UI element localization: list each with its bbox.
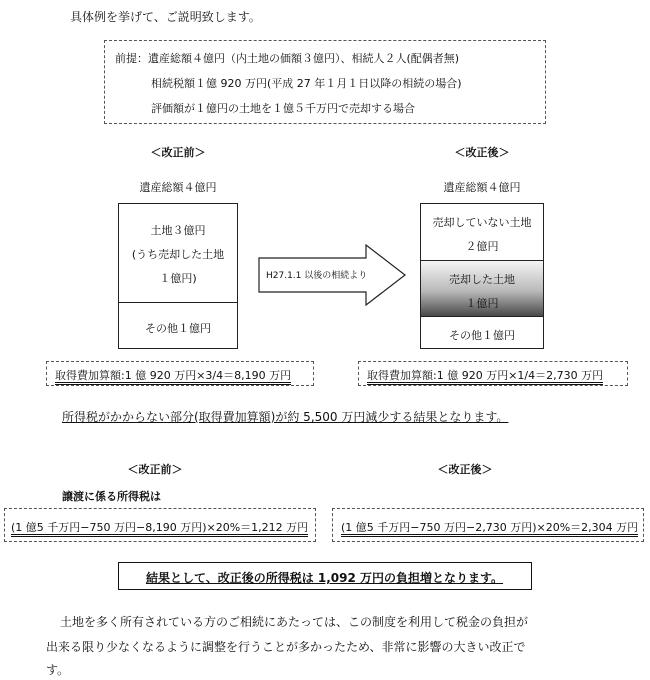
after-total: 遺産総額４億円 (443, 181, 521, 194)
after-other-cell (421, 316, 543, 349)
tax-before-formula (11, 519, 308, 535)
premise-line-3: 評価額が１億円の土地を１億５千万円で売却する場合 (151, 102, 415, 115)
premise-line-2: 相続税額１億 920 万円(平成 27 年１月１日以降の相続の場合) (151, 77, 462, 90)
after-estate-box (420, 203, 544, 349)
after-sold-cell (421, 260, 543, 316)
result-text (62, 408, 508, 425)
before-land-sub-2: １億円) (159, 272, 197, 285)
conclusion (119, 569, 530, 586)
after-formula-box (358, 361, 628, 386)
tax-after-heading: ＜改正後＞ (437, 463, 493, 476)
after-sold-label: 売却した土地 (449, 273, 515, 286)
before-land-sub-1: (うち売却した土地 (131, 248, 225, 261)
tax-label: 譲渡に係る所得税は (62, 490, 161, 503)
conclusion-box (118, 562, 532, 590)
before-formula (55, 367, 291, 383)
before-estate-box (118, 203, 238, 349)
after-formula (367, 367, 603, 383)
conclusion-text: 結果として、改正後の所得税は 1,092 万円の負担増となります。 (145, 571, 504, 585)
before-formula-text: 取得費加算額:1 億 920 万円×3/4＝8,190 万円 (55, 369, 291, 385)
before-total: 遺産総額４億円 (139, 181, 217, 194)
tax-after-formula (341, 519, 638, 535)
closing-line-1: 土地を多く所有されている方のご相続にあたっては、この制度を利用して税金の負担が (60, 615, 529, 629)
after-unsold-value: ２億円 (465, 240, 499, 253)
intro-text: 具体例を挙げて、ご説明致します。 (70, 10, 261, 24)
arrow-label: H27.1.1 以後の相続より (266, 271, 368, 281)
before-formula-box (46, 361, 314, 386)
tax-after-box (332, 508, 644, 542)
after-formula-text: 取得費加算額:1 億 920 万円×1/4＝2,730 万円 (367, 369, 603, 385)
closing-line-3: す。 (46, 663, 70, 677)
tax-before-heading: ＜改正前＞ (127, 463, 183, 476)
before-other: その他１億円 (145, 322, 211, 335)
tax-before-box (4, 508, 316, 542)
after-other: その他１億円 (449, 329, 515, 342)
before-other-cell (119, 302, 237, 349)
after-unsold-label: 売却していない土地 (432, 216, 532, 229)
after-heading: ＜改正後＞ (454, 146, 510, 159)
after-sold-value: １億円 (465, 297, 499, 310)
before-land-label: 土地３億円 (150, 224, 206, 237)
tax-after-formula-text: (1 億5 千万円−750 万円−2,730 万円)×20%＝2,304 万円 (341, 521, 638, 537)
transition-arrow (258, 244, 408, 306)
premise-line-1: 前提：遺産総額４億円（内土地の価額３億円）、相続人２人(配偶者無) (115, 52, 460, 65)
premise-box (104, 40, 546, 124)
closing-line-2: 出来る限り少なくなるように調整を行うことが多かったため、非常に影響の大きい改正で (46, 640, 526, 654)
tax-before-formula-text: (1 億5 千万円−750 万円−8,190 万円)×20%＝1,212 万円 (11, 521, 308, 537)
result-text-content: 所得税がかからない部分(取得費加算額)が約 5,500 万円減少する結果となります。 (62, 410, 509, 424)
before-heading: ＜改正前＞ (150, 146, 206, 159)
